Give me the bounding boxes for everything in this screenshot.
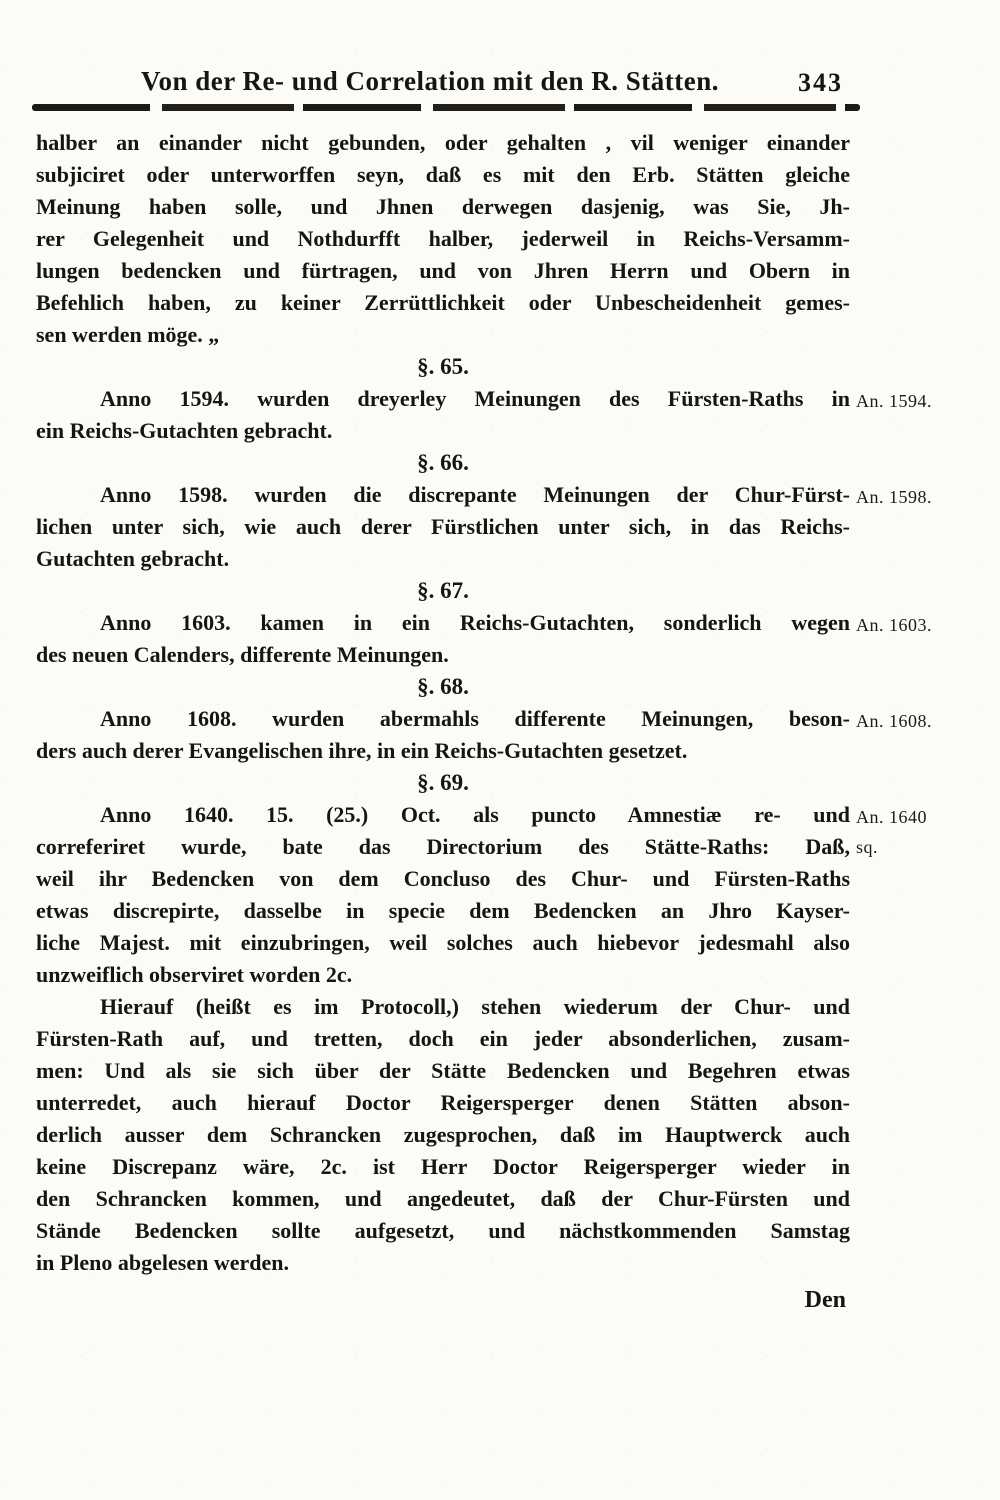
margin-note-line: An. 1640 (856, 807, 927, 827)
text-line: Befehlich haben, zu keiner Zerrüttlichkeit oder Unbescheidenheit gemes- (36, 290, 850, 315)
paragraph-67 (36, 607, 932, 671)
text-line: Anno 1603. kamen in ein Reichs-Gutachten, sonderlich wegen (100, 610, 850, 635)
text-line: des neuen Calenders, differente Meinungen. (36, 642, 449, 667)
text-line: halber an einander nicht gebunden, oder gehalten , vil weniger einander (36, 130, 850, 155)
section-heading-65: §. 65. (417, 354, 469, 379)
page-number: 343 (798, 68, 843, 97)
text-column (36, 127, 932, 1279)
text-line: lungen bedencken und fürtragen, und von Jhren Herrn und Obern in (36, 258, 850, 283)
catchword: Den (804, 1287, 846, 1313)
text-line: ders auch derer Evangelischen ihre, in ein Reichs-Gutachten gesetzet. (36, 738, 688, 763)
text-line: derlich ausser dem Schrancken zugesprochen, daß im Hauptwerck auch (36, 1122, 850, 1147)
text-line: Meinung haben solle, und Jhnen derwegen dasjenig, was Sie, Jh- (36, 194, 850, 219)
header-rule (32, 104, 860, 111)
text-line: etwas discrepirte, dasselbe in specie dem Bedencken an Jhro Kayser- (36, 898, 850, 923)
margin-note-1598: An. 1598. (856, 487, 932, 507)
paragraph-65 (36, 383, 932, 447)
margin-note-1603: An. 1603. (856, 615, 932, 635)
text-line: unterredet, auch hierauf Doctor Reigersperger denen Stätten abson- (36, 1090, 850, 1115)
text-line: liche Majest. mit einzubringen, weil solches auch hiebevor jedesmahl also (36, 930, 850, 955)
text-line: ein Reichs-Gutachten gebracht. (36, 418, 333, 443)
text-line: Anno 1598. wurden die discrepante Meinungen der Chur-Fürst- (100, 482, 850, 507)
text-line: correferiret wurde, bate das Directorium des Stätte-Raths: Daß, (36, 834, 850, 859)
text-line: keine Discrepanz wäre, 2c. ist Herr Doctor Reigersperger wieder in (36, 1154, 850, 1179)
text-line: men: Und als sie sich über der Stätte Bedencken und Begehren etwas (36, 1058, 850, 1083)
text-line: sen werden möge. „ (36, 322, 220, 347)
running-header-title: Von der Re- und Correlation mit den R. Stätten. (140, 66, 719, 96)
text-line: Anno 1640. 15. (25.) Oct. als puncto Amnestiæ re- und (100, 802, 850, 827)
text-line: Gutachten gebracht. (36, 546, 230, 571)
margin-note-1608: An. 1608. (856, 711, 932, 731)
paragraph-protocol (36, 991, 850, 1279)
text-line: Anno 1608. wurden abermahls differente Meinungen, beson- (100, 706, 850, 731)
text-line: weil ihr Bedencken von dem Concluso des Chur- und Fürsten-Raths (36, 866, 850, 891)
text-line: den Schrancken kommen, und angedeutet, daß der Chur-Fürsten und (36, 1186, 850, 1211)
section-heading-68: §. 68. (417, 674, 469, 699)
text-line: in Pleno abgelesen werden. (36, 1250, 289, 1275)
section-heading-67: §. 67. (417, 578, 469, 603)
paragraph-69 (36, 799, 927, 991)
text-line: subjiciret oder unterworffen seyn, daß es mit den Erb. Stätten gleiche (36, 162, 850, 187)
text-line: unzweiflich observiret worden 2c. (36, 962, 353, 987)
text-line: lichen unter sich, wie auch derer Fürstlichen unter sich, in das Reichs- (36, 514, 850, 539)
paragraph-68 (36, 703, 932, 767)
paragraph-66 (36, 479, 932, 575)
text-line: Stände Bedencken sollte aufgesetzt, und nächstkommenden Samstag (36, 1218, 850, 1243)
section-heading-69: §. 69. (417, 770, 469, 795)
text-line: Anno 1594. wurden dreyerley Meinungen des Fürsten-Raths in (100, 386, 850, 411)
text-line: Fürsten-Rath auf, und tretten, doch ein jeder absonderlichen, zusam- (36, 1026, 850, 1051)
margin-note-line: sq. (856, 837, 879, 857)
section-heading-66: §. 66. (417, 450, 469, 475)
margin-note-1594: An. 1594. (856, 391, 932, 411)
text-line: rer Gelegenheit und Nothdurfft halber, jederweil in Reichs-Versamm- (36, 226, 850, 251)
margin-note-1640 (856, 802, 1000, 862)
paragraph-continued (36, 127, 850, 351)
text-line: Hierauf (heißt es im Protocoll,) stehen wiederum der Chur- und (100, 994, 850, 1019)
